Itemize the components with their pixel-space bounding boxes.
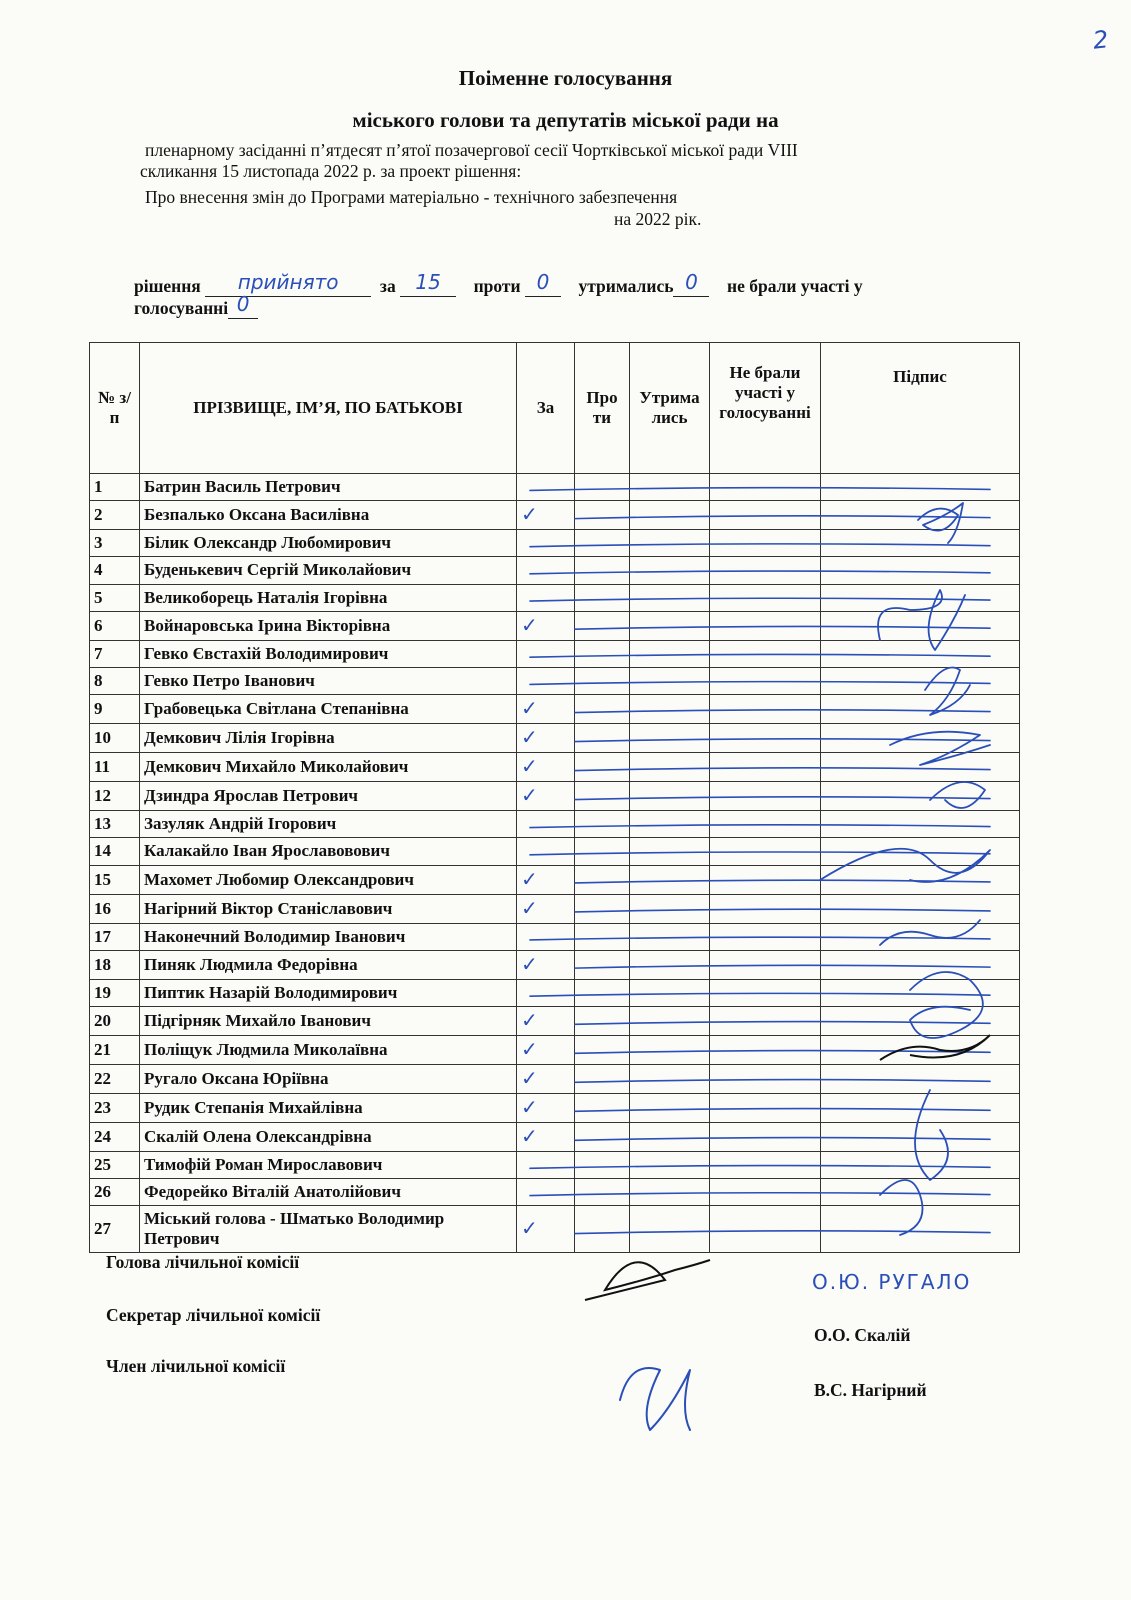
abstained-cell: [630, 1122, 710, 1151]
for-cell: [517, 753, 575, 782]
against-count-field: [525, 270, 561, 297]
abstained-cell: [630, 811, 710, 838]
table-row: [90, 501, 1020, 530]
for-cell: [517, 950, 575, 979]
table-row: [90, 1122, 1020, 1151]
member-name: Буденькевич Сергій Миколайович: [140, 557, 517, 584]
table-row: [90, 557, 1020, 584]
against-cell: [575, 611, 630, 640]
member-name: Демкович Михайло Миколайович: [140, 753, 517, 782]
member-name: Великоборець Наталія Ігорівна: [140, 584, 517, 611]
against-cell: [575, 979, 630, 1006]
checkmark-icon: ✓: [521, 696, 538, 721]
table-row: [90, 923, 1020, 950]
commission-chair-name: О.Ю. РУГАЛО: [812, 1270, 972, 1294]
not-voting-cell: [710, 1064, 821, 1093]
abstained-cell: [630, 1006, 710, 1035]
for-cell: [517, 474, 575, 501]
for-cell: [517, 1151, 575, 1178]
table-row: [90, 753, 1020, 782]
abstained-cell: [630, 1151, 710, 1178]
for-count-field: [400, 270, 456, 297]
abstained-cell: [630, 1035, 710, 1064]
not-voting-cell: [710, 865, 821, 894]
against-cell: [575, 1206, 630, 1253]
table-row: [90, 1035, 1020, 1064]
not-voting-cell: [710, 923, 821, 950]
abstained-cell: [630, 979, 710, 1006]
commission-member-label: Член лічильної комісії: [106, 1356, 286, 1376]
abstained-cell: [630, 667, 710, 694]
row-number: 19: [90, 979, 140, 1006]
for-cell: [517, 1122, 575, 1151]
member-name: Зазуляк Андрій Ігорович: [140, 811, 517, 838]
row-number: 5: [90, 584, 140, 611]
table-header-row: [90, 343, 1020, 474]
signature-cell: [821, 640, 1020, 667]
signature-cell: [821, 667, 1020, 694]
member-name: Батрин Василь Петрович: [140, 474, 517, 501]
row-number: 7: [90, 640, 140, 667]
for-cell: [517, 640, 575, 667]
abstained-cell: [630, 782, 710, 811]
against-cell: [575, 950, 630, 979]
signature-cell: [821, 584, 1020, 611]
member-name: Гевко Петро Іванович: [140, 667, 517, 694]
commission-secretary-name: О.О. Скалій: [814, 1325, 911, 1345]
table-row: [90, 530, 1020, 557]
abstained-cell: [630, 611, 710, 640]
for-cell: [517, 1179, 575, 1206]
not-voting-cell: [710, 1179, 821, 1206]
not-voting-cell: [710, 811, 821, 838]
signature-cell: [821, 838, 1020, 865]
not-voting-cell: [710, 950, 821, 979]
signature-cell: [821, 979, 1020, 1006]
signature-cell: [821, 865, 1020, 894]
abstained-label: утримались: [578, 276, 674, 296]
member-name: Грабовецька Світлана Степанівна: [140, 695, 517, 724]
against-cell: [575, 923, 630, 950]
row-number: 14: [90, 838, 140, 865]
table-row: [90, 1064, 1020, 1093]
row-number: 18: [90, 950, 140, 979]
checkmark-icon: ✓: [521, 502, 538, 527]
not-voting-cell: [710, 501, 821, 530]
member-name: Підгірняк Михайло Іванович: [140, 1006, 517, 1035]
table-row: [90, 695, 1020, 724]
table-row: [90, 1093, 1020, 1122]
for-cell: [517, 667, 575, 694]
decision-label: рішення: [134, 276, 201, 296]
row-number: 23: [90, 1093, 140, 1122]
checkmark-icon: ✓: [521, 1123, 538, 1148]
page-number: 2: [1091, 25, 1110, 55]
abstained-cell: [630, 501, 710, 530]
against-cell: [575, 1093, 630, 1122]
table-row: [90, 1006, 1020, 1035]
row-number: 22: [90, 1064, 140, 1093]
commission-member-name: В.С. Нагірний: [814, 1380, 927, 1400]
against-cell: [575, 1064, 630, 1093]
abstained-cell: [630, 865, 710, 894]
not-voting-cell: [710, 782, 821, 811]
for-cell: [517, 724, 575, 753]
signature-cell: [821, 501, 1020, 530]
signature-icon: [585, 1260, 710, 1300]
table-row: [90, 724, 1020, 753]
for-cell: [517, 923, 575, 950]
against-cell: [575, 640, 630, 667]
abstained-cell: [630, 1064, 710, 1093]
abstained-cell: [630, 695, 710, 724]
table-row: [90, 584, 1020, 611]
table-row: [90, 1206, 1020, 1253]
member-name: Наконечний Володимир Іванович: [140, 923, 517, 950]
for-cell: [517, 611, 575, 640]
member-name: Поліщук Людмила Миколаївна: [140, 1035, 517, 1064]
member-name: Міський голова - Шматько Володимир Петрович: [140, 1206, 517, 1253]
checkmark-icon: ✓: [521, 951, 538, 976]
checkmark-icon: ✓: [521, 1007, 538, 1032]
row-number: 15: [90, 865, 140, 894]
for-cell: [517, 695, 575, 724]
against-cell: [575, 667, 630, 694]
signature-cell: [821, 557, 1020, 584]
against-cell: [575, 695, 630, 724]
abstained-count-field: [673, 270, 709, 297]
row-number: 27: [90, 1206, 140, 1253]
row-number: 17: [90, 923, 140, 950]
table-row: [90, 1179, 1020, 1206]
header-not-voting: Не брали участі у голосуванні: [710, 343, 821, 474]
for-cell: [517, 530, 575, 557]
for-cell: [517, 1206, 575, 1253]
for-cell: [517, 1006, 575, 1035]
roll-call-table: [89, 342, 1020, 1253]
not-voting-cell: [710, 1206, 821, 1253]
against-cell: [575, 894, 630, 923]
document-subtitle: міського голови та депутатів міської ради на: [352, 108, 779, 132]
member-name: Калакайло Іван Ярославовович: [140, 838, 517, 865]
for-cell: [517, 838, 575, 865]
abstained-cell: [630, 640, 710, 667]
against-cell: [575, 1006, 630, 1035]
commission-secretary-label: Секретар лічильної комісії: [106, 1305, 321, 1325]
for-cell: [517, 1035, 575, 1064]
for-cell: [517, 865, 575, 894]
for-cell: [517, 1093, 575, 1122]
not-voting-cell: [710, 611, 821, 640]
decision-result-handwritten: прийнято: [237, 270, 339, 294]
row-number: 10: [90, 724, 140, 753]
not-voting-count-field: [228, 292, 258, 319]
row-number: 3: [90, 530, 140, 557]
abstained-cell: [630, 474, 710, 501]
member-name: Дзиндра Ярослав Петрович: [140, 782, 517, 811]
not-voting-cell: [710, 530, 821, 557]
checkmark-icon: ✓: [521, 783, 538, 808]
signature-icon: [620, 1368, 690, 1430]
header-for: За: [517, 343, 575, 474]
abstained-cell: [630, 838, 710, 865]
table-row: [90, 865, 1020, 894]
table-row: [90, 474, 1020, 501]
signature-cell: [821, 1151, 1020, 1178]
table-row: [90, 667, 1020, 694]
member-name: Махомет Любомир Олександрович: [140, 865, 517, 894]
against-cell: [575, 838, 630, 865]
signature-cell: [821, 753, 1020, 782]
not-voting-cell: [710, 1006, 821, 1035]
abstained-count: 0: [685, 270, 698, 294]
abstained-cell: [630, 1093, 710, 1122]
signature-cell: [821, 1006, 1020, 1035]
table-row: [90, 611, 1020, 640]
header-name: ПРІЗВИЩЕ, ІМ’Я, ПО БАТЬКОВІ: [140, 343, 517, 474]
header-against: Про ти: [575, 343, 630, 474]
against-cell: [575, 1151, 630, 1178]
member-name: Рудик Степанія Михайлівна: [140, 1093, 517, 1122]
not-voting-label: не брали участі у: [726, 276, 863, 296]
table-row: [90, 640, 1020, 667]
for-count: 15: [415, 270, 441, 294]
not-voting-label-2: голосуванні: [134, 298, 229, 318]
not-voting-cell: [710, 1035, 821, 1064]
intro-line-1: пленарному засіданні п’ятдесят п’ятої позачергової сесії Чортківської міської ради VIII: [145, 140, 798, 160]
for-cell: [517, 1064, 575, 1093]
abstained-cell: [630, 1206, 710, 1253]
abstained-cell: [630, 530, 710, 557]
for-cell: [517, 782, 575, 811]
against-label: проти: [473, 276, 521, 296]
row-number: 1: [90, 474, 140, 501]
decision-result-field: [205, 270, 371, 297]
row-number: 21: [90, 1035, 140, 1064]
signature-cell: [821, 1179, 1020, 1206]
not-voting-cell: [710, 474, 821, 501]
secretary-signature: [620, 1368, 690, 1430]
not-voting-cell: [710, 1122, 821, 1151]
against-cell: [575, 811, 630, 838]
member-name: Білик Олександр Любомирович: [140, 530, 517, 557]
abstained-cell: [630, 950, 710, 979]
member-name: Скалій Олена Олександрівна: [140, 1122, 517, 1151]
against-cell: [575, 1122, 630, 1151]
checkmark-icon: ✓: [521, 1036, 538, 1061]
signature-cell: [821, 782, 1020, 811]
not-voting-cell: [710, 979, 821, 1006]
member-name: Нагірний Віктор Станіславович: [140, 894, 517, 923]
for-label: за: [379, 276, 396, 296]
member-name: Гевко Євстахій Володимирович: [140, 640, 517, 667]
signature-cell: [821, 1122, 1020, 1151]
against-cell: [575, 865, 630, 894]
not-voting-cell: [710, 640, 821, 667]
signature-cell: [821, 1206, 1020, 1253]
abstained-cell: [630, 1179, 710, 1206]
row-number: 26: [90, 1179, 140, 1206]
row-number: 12: [90, 782, 140, 811]
row-number: 6: [90, 611, 140, 640]
row-number: 24: [90, 1122, 140, 1151]
signature-cell: [821, 530, 1020, 557]
header-signature: Підпис: [821, 343, 1020, 474]
against-cell: [575, 474, 630, 501]
member-name: Тимофій Роман Мирославович: [140, 1151, 517, 1178]
header-num: № з/п: [90, 343, 140, 474]
row-number: 25: [90, 1151, 140, 1178]
not-voting-cell: [710, 695, 821, 724]
not-voting-cell: [710, 667, 821, 694]
for-cell: [517, 979, 575, 1006]
abstained-cell: [630, 753, 710, 782]
row-number: 9: [90, 695, 140, 724]
member-name: Федорейко Віталій Анатолійович: [140, 1179, 517, 1206]
not-voting-cell: [710, 557, 821, 584]
for-cell: [517, 501, 575, 530]
against-cell: [575, 584, 630, 611]
abstained-cell: [630, 557, 710, 584]
table-row: [90, 811, 1020, 838]
draft-decision-title: Про внесення змін до Програми матеріально - технічного забезпечення: [145, 187, 678, 207]
member-name: Пиптик Назарій Володимирович: [140, 979, 517, 1006]
row-number: 16: [90, 894, 140, 923]
member-name: Демкович Лілія Ігорівна: [140, 724, 517, 753]
signature-cell: [821, 950, 1020, 979]
checkmark-icon: ✓: [521, 725, 538, 750]
table-row: [90, 838, 1020, 865]
checkmark-icon: ✓: [521, 1216, 538, 1241]
table-row: [90, 979, 1020, 1006]
member-name: Пиняк Людмила Федорівна: [140, 950, 517, 979]
table-row: [90, 782, 1020, 811]
row-number: 20: [90, 1006, 140, 1035]
against-cell: [575, 753, 630, 782]
checkmark-icon: ✓: [521, 754, 538, 779]
member-name: Ругало Оксана Юріївна: [140, 1064, 517, 1093]
against-cell: [575, 501, 630, 530]
abstained-cell: [630, 923, 710, 950]
intro-line-2: скликання 15 листопада 2022 р. за проект рішення:: [140, 161, 522, 181]
not-voting-cell: [710, 894, 821, 923]
signature-cell: [821, 1093, 1020, 1122]
row-number: 8: [90, 667, 140, 694]
signature-cell: [821, 724, 1020, 753]
against-count: 0: [536, 270, 550, 294]
not-voting-cell: [710, 1151, 821, 1178]
draft-decision-year: на 2022 рік.: [614, 209, 702, 229]
checkmark-icon: ✓: [521, 612, 538, 637]
not-voting-cell: [710, 838, 821, 865]
not-voting-cell: [710, 724, 821, 753]
for-cell: [517, 584, 575, 611]
signature-cell: [821, 1064, 1020, 1093]
signature-cell: [821, 923, 1020, 950]
abstained-cell: [630, 724, 710, 753]
header-abstained: Утрима лись: [630, 343, 710, 474]
against-cell: [575, 1179, 630, 1206]
member-name: Безпалько Оксана Василівна: [140, 501, 517, 530]
abstained-cell: [630, 584, 710, 611]
signature-cell: [821, 474, 1020, 501]
commission-chair-label: Голова лічильної комісії: [106, 1252, 300, 1272]
not-voting-cell: [710, 753, 821, 782]
signature-cell: [821, 894, 1020, 923]
against-cell: [575, 530, 630, 557]
against-cell: [575, 557, 630, 584]
row-number: 4: [90, 557, 140, 584]
row-number: 11: [90, 753, 140, 782]
against-cell: [575, 782, 630, 811]
checkmark-icon: ✓: [521, 895, 538, 920]
for-cell: [517, 811, 575, 838]
row-number: 2: [90, 501, 140, 530]
member-name: Войнаровська Ірина Вікторівна: [140, 611, 517, 640]
for-cell: [517, 557, 575, 584]
signature-cell: [821, 695, 1020, 724]
chair-signature: [585, 1260, 710, 1300]
row-number: 13: [90, 811, 140, 838]
against-cell: [575, 1035, 630, 1064]
not-voting-cell: [710, 1093, 821, 1122]
table-body: [90, 474, 1020, 1253]
table-row: [90, 894, 1020, 923]
for-cell: [517, 894, 575, 923]
table-row: [90, 1151, 1020, 1178]
not-voting-cell: [710, 584, 821, 611]
table-row: [90, 950, 1020, 979]
document-title: Поіменне голосування: [458, 66, 673, 90]
checkmark-icon: ✓: [521, 1065, 538, 1090]
signature-cell: [821, 811, 1020, 838]
signature-cell: [821, 1035, 1020, 1064]
checkmark-icon: ✓: [521, 1094, 538, 1119]
against-cell: [575, 724, 630, 753]
signature-cell: [821, 611, 1020, 640]
checkmark-icon: ✓: [521, 866, 538, 891]
not-voting-count: 0: [236, 292, 250, 316]
abstained-cell: [630, 894, 710, 923]
